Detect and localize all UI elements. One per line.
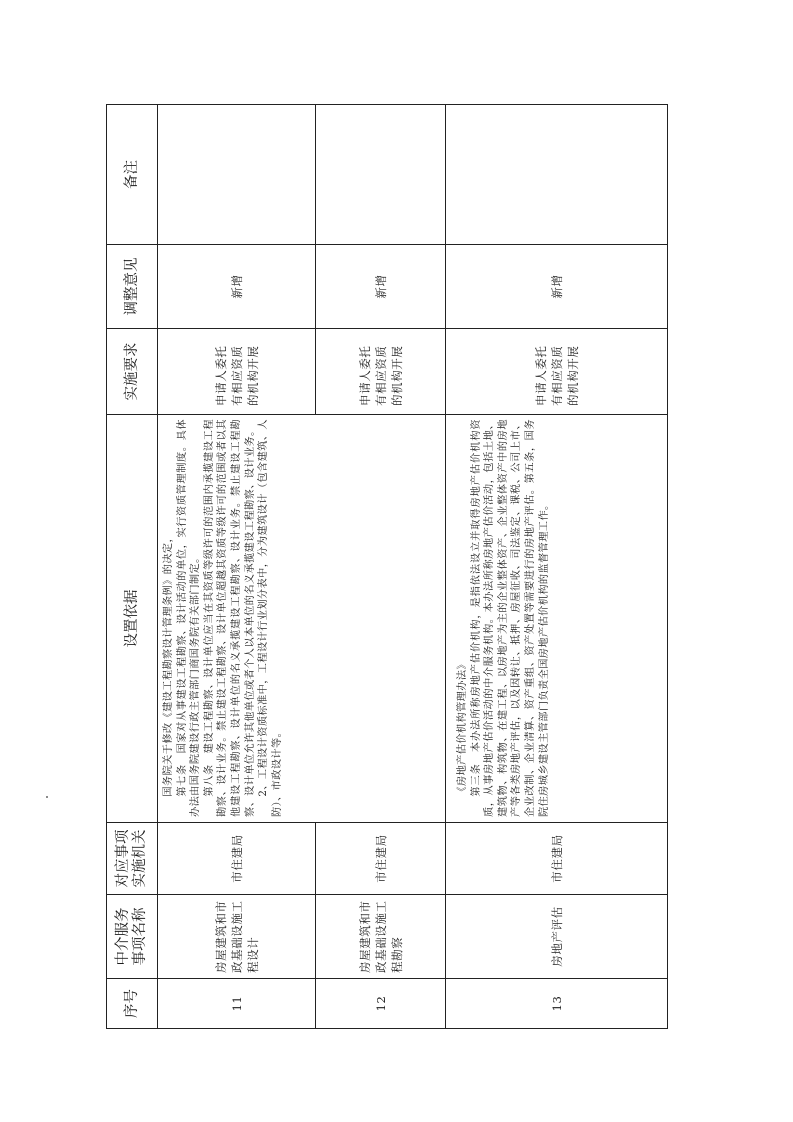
name-cell: 房地产评估 — [446, 895, 668, 979]
header-seq: 序号 — [107, 979, 158, 1029]
seq-cell: 11 — [158, 979, 316, 1029]
org-cell: 市住建局 — [158, 823, 316, 895]
header-name: 中介服务 事项名称 — [107, 895, 158, 979]
requirement-cell: 申请人委托有相应资质的机构开展 — [446, 329, 668, 415]
requirement-cell: 申请人委托有相应资质的机构开展 — [158, 329, 316, 415]
basis-cell: 《房地产估价机构管理办法》 第三条 本办法所称房地产估价机构，是指依法设立并取得房地产估价机构资质，从事房地产估价活动的中介服务机构。本办法所称房地产估价活动，包括土地、建筑物、构筑物、在建工程、以房地产为主的企业整体资产、企业整体资产中的房地产等各类房地产评估，以及因转让、抵押、房屋征收、司法鉴定、课税、公司上市、企业改制、企业清算、资产重组、资产处置等需要进行的房地产评估。第五条，国务院住房城乡建设主管部门负责全国房地产估价机构的监督管理工作。 — [446, 415, 668, 823]
seq-cell: 13 — [446, 979, 668, 1029]
scan-speck — [46, 796, 48, 798]
rotated-table-sheet — [106, 105, 666, 1029]
header-org: 对应事项 实施机关 — [107, 823, 158, 895]
requirement-cell: 申请人委托有相应资质的机构开展 — [316, 329, 446, 415]
org-cell: 市住建局 — [316, 823, 446, 895]
note-cell — [446, 105, 668, 245]
intermediary-services-table — [106, 104, 668, 1029]
opinion-cell: 新增 — [446, 245, 668, 329]
name-cell: 房屋建筑和市政基础设施工程设计 — [158, 895, 316, 979]
note-cell — [316, 105, 446, 245]
org-cell: 市住建局 — [446, 823, 668, 895]
header-requirement: 实施要求 — [107, 329, 158, 415]
name-cell: 房屋建筑和市政基础设施工程勘察 — [316, 895, 446, 979]
opinion-cell: 新增 — [316, 245, 446, 329]
table-row — [446, 105, 668, 1029]
basis-cell: 国务院关于修改《建设工程勘察设计管理条例》的决定， 第七条 国家对从事建设工程勘察、设计活动的单位，实行资质管理制度。具体办法由国务院建设行政主管部门商国务院有关部门制定。 第八条 建设工程勘察、设计单位应当在其资质等级许可的范围内承揽建设工程勘察、设计业务。禁止建设工程勘察、设计单位超越其资质等级许可的范围或者以其他建设工程勘察、设计单位的名义承揽建设工程勘察、设计业务。禁止建设工程勘察、设计单位允许其他单位或者个人以本单位的名义承揽建设工程勘察、设计业务。 2、工程设计资质标准中，工程设计行业划分表中，分为建筑设计（包含建筑、人防）、市政设计等。 — [158, 415, 446, 823]
header-note: 备注 — [107, 105, 158, 245]
header-row — [107, 105, 158, 1029]
seq-cell: 12 — [316, 979, 446, 1029]
header-basis: 设置依据 — [107, 415, 158, 823]
note-cell — [158, 105, 316, 245]
header-opinion: 调整意见 — [107, 245, 158, 329]
opinion-cell: 新增 — [158, 245, 316, 329]
table-row — [158, 105, 316, 1029]
